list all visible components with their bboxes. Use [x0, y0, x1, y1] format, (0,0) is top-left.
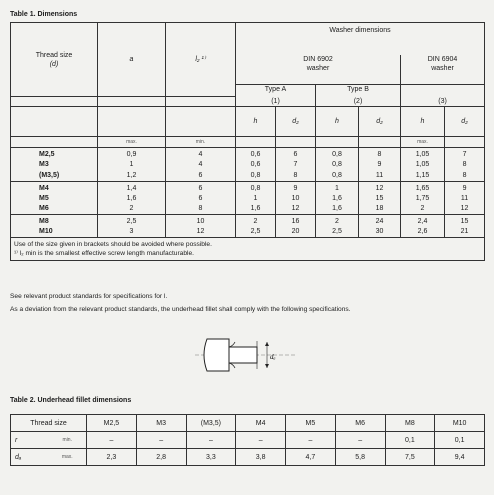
value-cell: 11	[445, 193, 485, 204]
value-cell: 0,9	[98, 148, 166, 160]
size-col: (M3,5)	[186, 415, 236, 432]
value-cell: 8	[166, 204, 236, 215]
size-col: M8	[385, 415, 435, 432]
h-max-label: max.	[401, 137, 445, 148]
value-cell: 1,15	[401, 170, 445, 181]
size-col: M2,5	[87, 415, 137, 432]
table-row	[11, 226, 485, 237]
value-cell: 8	[359, 148, 401, 160]
thread-size-cell: M3	[11, 159, 98, 170]
value-cell: 1,6	[98, 193, 166, 204]
value-cell: 1	[316, 181, 359, 193]
value-cell: 7	[276, 159, 316, 170]
h-a-header: h	[236, 107, 276, 137]
value-cell: 1,75	[401, 193, 445, 204]
value-cell: 8	[445, 170, 485, 181]
value-cell: 8	[445, 159, 485, 170]
table2-caption: Table 2. Underhead fillet dimensions	[10, 397, 132, 404]
value-cell: 0,8	[316, 159, 359, 170]
value-cell: 1	[236, 193, 276, 204]
value-cell: 15	[359, 193, 401, 204]
size-col: M4	[236, 415, 286, 432]
value-cell: 6	[166, 170, 236, 181]
value-cell: 6	[166, 193, 236, 204]
table-row	[11, 193, 485, 204]
table-row	[11, 148, 485, 160]
size-col: M10	[435, 415, 485, 432]
value-cell: 6	[276, 148, 316, 160]
value-cell: 2,5	[316, 226, 359, 237]
screw-shank	[229, 347, 257, 363]
table2-row-r: r min. – – – – – – 0,1 0,1	[11, 432, 485, 449]
value-cell: 1,05	[401, 148, 445, 160]
a-max-label: max.	[98, 137, 166, 148]
thread-size-cell: M5	[11, 193, 98, 204]
h-c-header: h	[401, 107, 445, 137]
note-l2-min: ¹⁾ l₂ min is the smallest effective screw length manufacturable.	[14, 249, 194, 257]
screw-fillet-figure	[195, 325, 305, 387]
screw-head	[204, 339, 229, 371]
value-cell: 1,65	[401, 181, 445, 193]
type-b-header: Type B	[316, 85, 401, 97]
value-cell: 1,6	[316, 204, 359, 215]
value-cell: 1,05	[401, 159, 445, 170]
value-cell: 2,4	[401, 215, 445, 227]
value-cell: 1,6	[236, 204, 276, 215]
type-a-sub: (1)	[236, 97, 316, 107]
din6904-header: DIN 6904 washer	[401, 55, 485, 85]
value-cell: 0,6	[236, 159, 276, 170]
value-cell: 20	[276, 226, 316, 237]
thread-size-cell: (M3,5)	[11, 170, 98, 181]
value-cell: 0,8	[316, 148, 359, 160]
table-row	[11, 159, 485, 170]
value-cell: 2	[236, 215, 276, 227]
din6902-header: DIN 6902 washer	[236, 55, 401, 85]
value-cell: 4	[166, 148, 236, 160]
value-cell: 2	[98, 204, 166, 215]
dimensions-body	[11, 148, 485, 238]
para-specifications: See relevant product standards for specifications for l.	[10, 293, 168, 300]
type-b-sub: (2)	[316, 97, 401, 107]
thread-size-header: Thread size (d)	[11, 23, 98, 97]
table1-caption: Table 1. Dimensions	[10, 11, 78, 18]
value-cell: 12	[166, 226, 236, 237]
d2-a-header: d₂	[276, 107, 316, 137]
thread-size-cell: M4	[11, 181, 98, 193]
size-col: M3	[136, 415, 186, 432]
value-cell: 12	[359, 181, 401, 193]
value-cell: 0,8	[236, 170, 276, 181]
value-cell: 4	[166, 159, 236, 170]
value-cell: 2,5	[236, 226, 276, 237]
para-underhead-fillet: As a deviation from the relevant product standards, the underhead fillet shall comply with the following specifications.	[10, 306, 351, 313]
value-cell: 7	[445, 148, 485, 160]
value-cell: 10	[276, 193, 316, 204]
size-col: M5	[286, 415, 336, 432]
d2-b-header: d₂	[359, 107, 401, 137]
type-a-header: Type A	[236, 85, 316, 97]
value-cell: 18	[359, 204, 401, 215]
thread-size-cell: M8	[11, 215, 98, 227]
value-cell: 12	[445, 204, 485, 215]
value-cell: 9	[445, 181, 485, 193]
h-b-header: h	[316, 107, 359, 137]
table1-notes	[11, 237, 485, 260]
thread-size-cell: M6	[11, 204, 98, 215]
type-c-sub: (3)	[401, 97, 485, 107]
size-col: M6	[335, 415, 385, 432]
value-cell: 12	[276, 204, 316, 215]
da-label: dₐ	[270, 353, 276, 361]
value-cell: 0,8	[236, 181, 276, 193]
value-cell: 1	[98, 159, 166, 170]
table-row	[11, 181, 485, 193]
value-cell: 0,8	[316, 170, 359, 181]
value-cell: 9	[276, 181, 316, 193]
thread-size-cell: M2,5	[11, 148, 98, 160]
l2-header: l₂ ¹⁾	[166, 23, 236, 97]
value-cell: 15	[445, 215, 485, 227]
washer-dimensions-header: Washer dimensions	[236, 23, 485, 55]
value-cell: 0,6	[236, 148, 276, 160]
value-cell: 21	[445, 226, 485, 237]
value-cell: 2,6	[401, 226, 445, 237]
table-row	[11, 215, 485, 227]
value-cell: 11	[359, 170, 401, 181]
table2-row-da: dₐ max. 2,3 2,8 3,3 3,8 4,7 5,8 7,5 9,4	[11, 449, 485, 466]
dimensions-table	[10, 22, 485, 261]
value-cell: 1,2	[98, 170, 166, 181]
value-cell: 30	[359, 226, 401, 237]
l2-min-label: min.	[166, 137, 236, 148]
value-cell: 24	[359, 215, 401, 227]
value-cell: 9	[359, 159, 401, 170]
table-row	[11, 170, 485, 181]
value-cell: 8	[276, 170, 316, 181]
underhead-fillet-table	[10, 414, 485, 466]
value-cell: 6	[166, 181, 236, 193]
d2-c-header: d₂	[445, 107, 485, 137]
value-cell: 3	[98, 226, 166, 237]
table-row	[11, 204, 485, 215]
note-brackets: Use of the size given in brackets should be avoided where possible.	[14, 240, 212, 248]
thread-size-cell: M10	[11, 226, 98, 237]
value-cell: 2,5	[98, 215, 166, 227]
value-cell: 2	[401, 204, 445, 215]
value-cell: 2	[316, 215, 359, 227]
value-cell: 1,6	[316, 193, 359, 204]
value-cell: 1,4	[98, 181, 166, 193]
table2-header-row	[11, 415, 485, 432]
thread-size-label: Thread size	[11, 415, 87, 432]
value-cell: 16	[276, 215, 316, 227]
a-header: a	[98, 23, 166, 97]
value-cell: 10	[166, 215, 236, 227]
